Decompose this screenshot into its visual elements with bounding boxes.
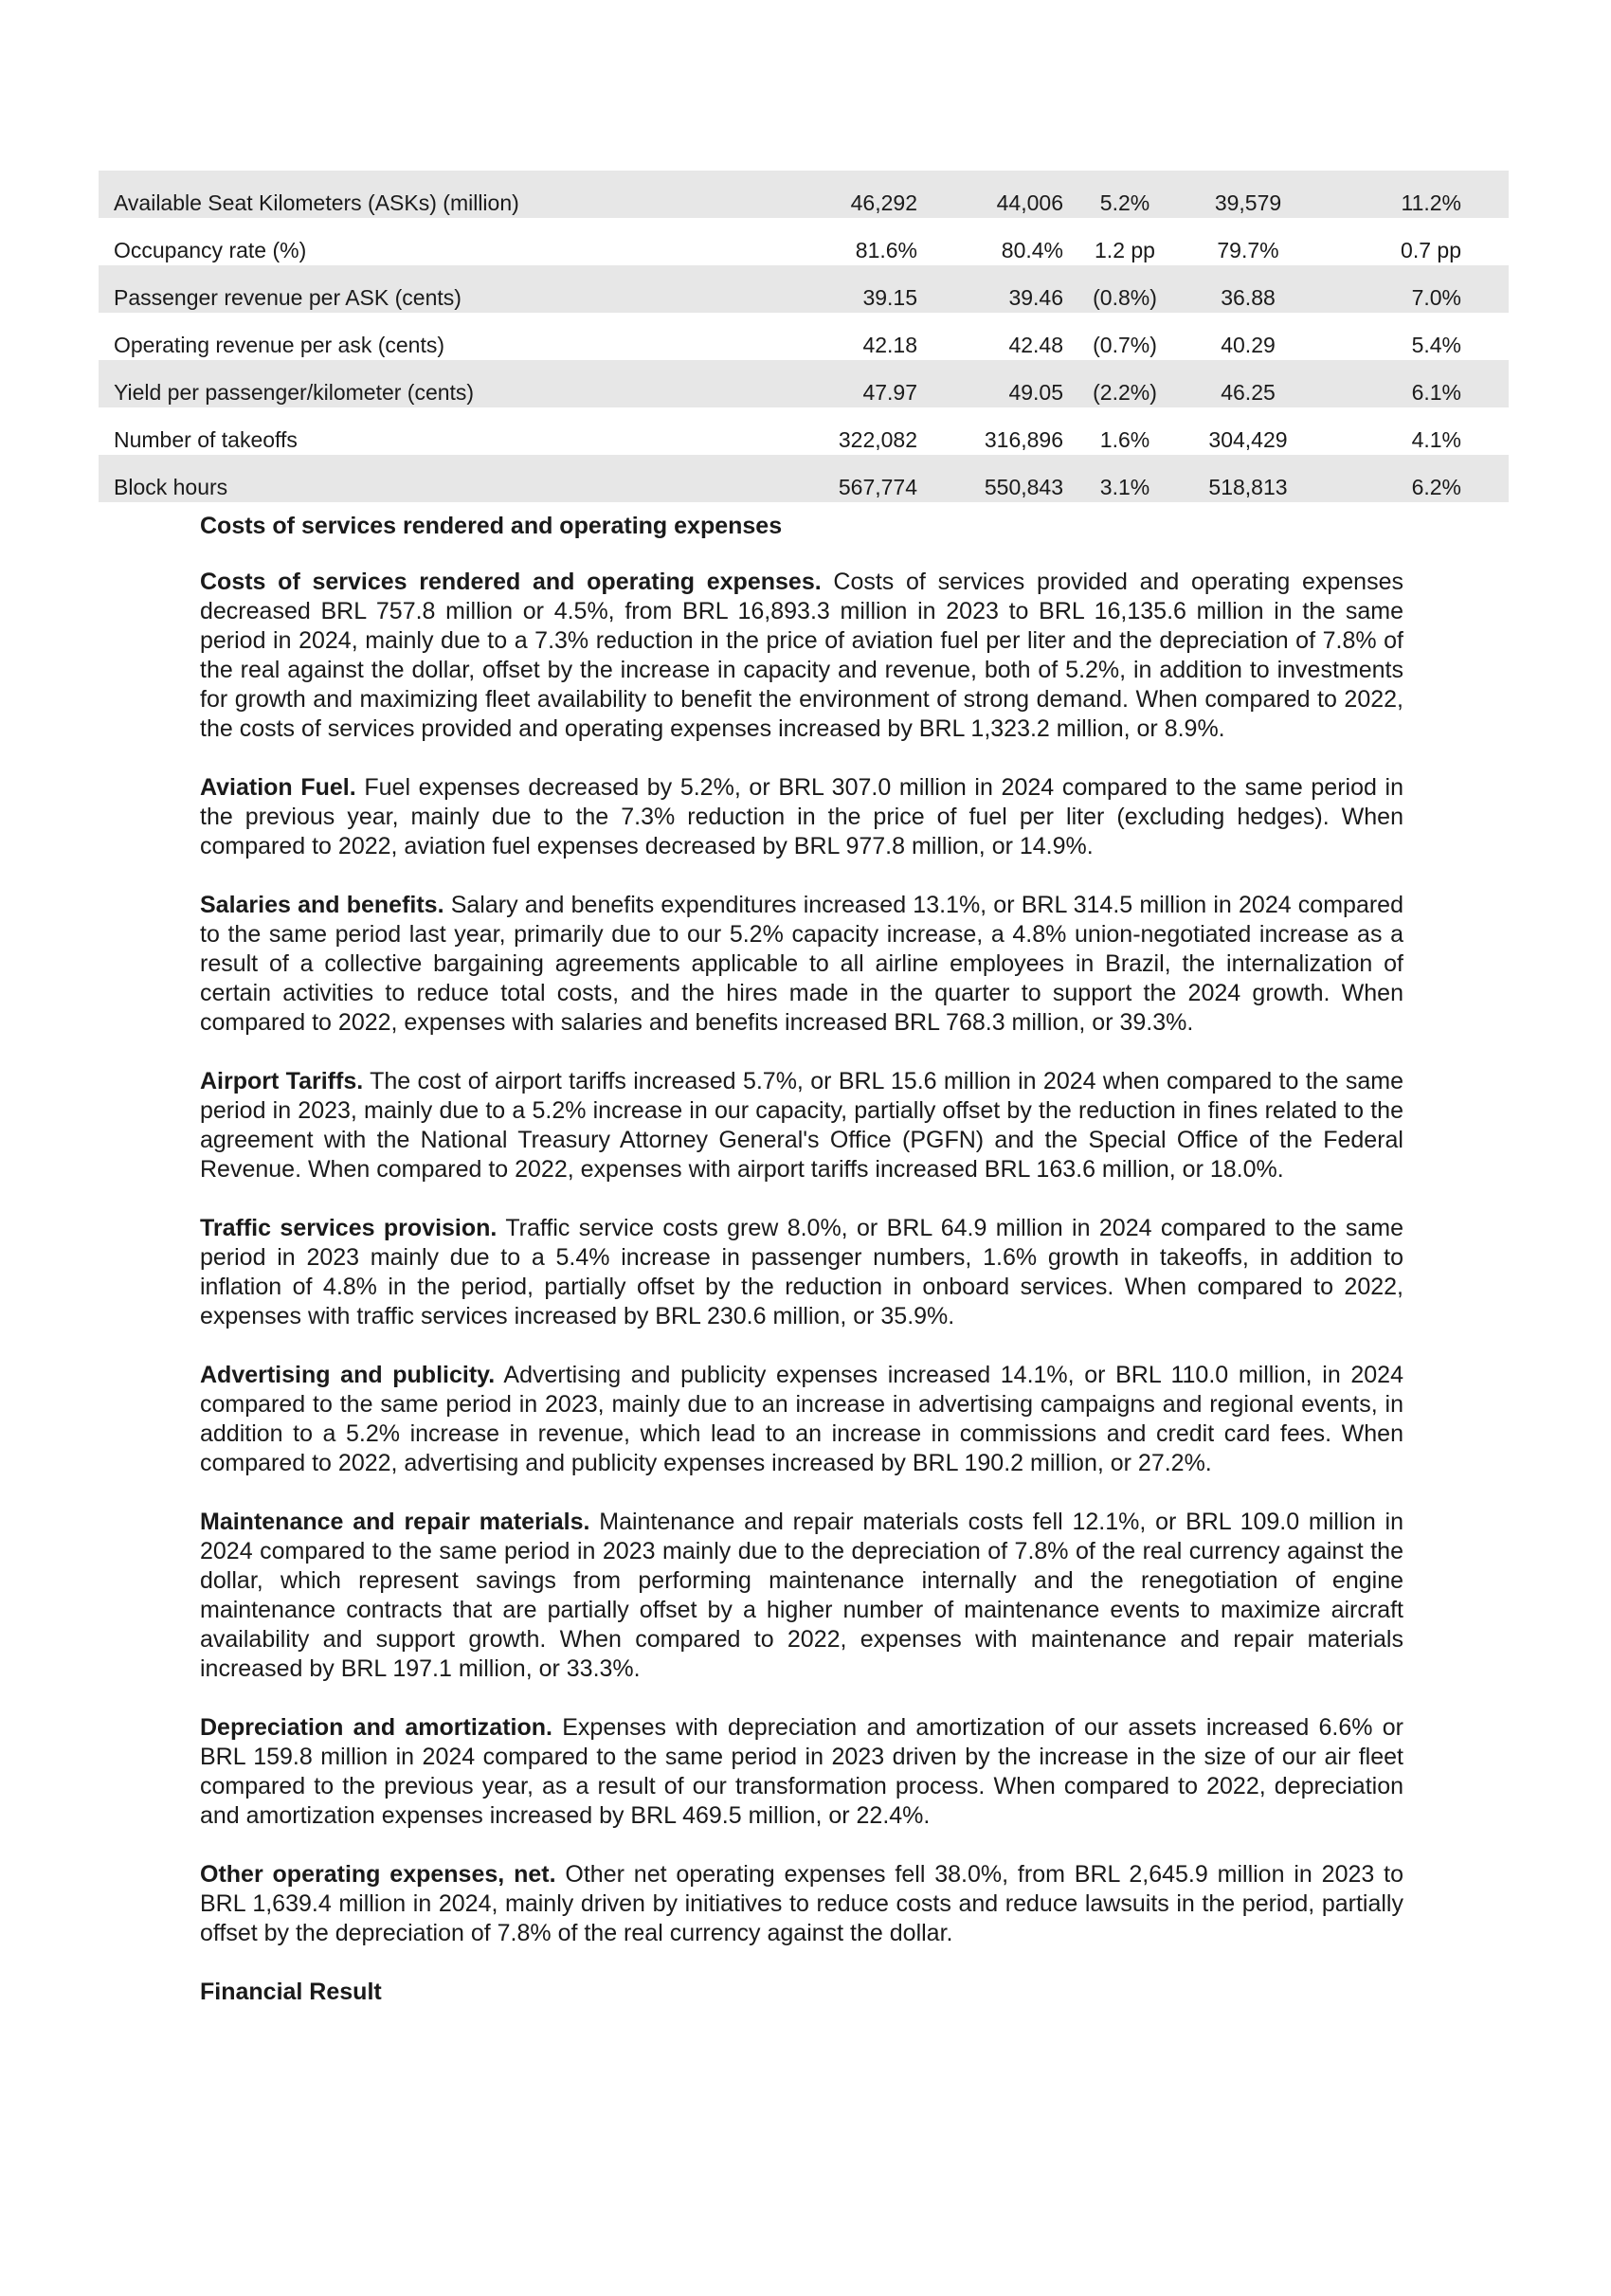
- paragraph-advertising: [200, 1361, 1403, 1478]
- paragraph-term: Depreciation and amortization.: [200, 1714, 552, 1741]
- cell-value: 42.18: [862, 333, 917, 357]
- cell-value: 49.05: [917, 360, 1063, 407]
- cell-value: 81.6%: [855, 238, 917, 262]
- paragraph-term: Traffic services provision.: [200, 1215, 498, 1241]
- table-row: [99, 171, 1509, 218]
- table-row: [99, 265, 1509, 313]
- table-row: [99, 455, 1509, 502]
- paragraph-text: Maintenance and repair materials costs fell 12.1%, or BRL 109.0 million in 2024 compared to the same period in 2023 mainly due to the depreciation of 7.8% of the real currency against the dollar, which represent savings from performing maintenance internally and the renegotiation of engine maintenance contracts that are partially offset by a higher number of maintenance events to maximize aircraft availability and support growth. When compared to 2022, expenses with maintenance and repair materials increased by BRL 197.1 million, or 33.3%.: [200, 1509, 1404, 1682]
- row-label: Block hours: [99, 455, 815, 502]
- paragraph-other-expenses: [200, 1860, 1403, 1948]
- paragraph-term: Other operating expenses, net.: [200, 1861, 556, 1888]
- paragraph-text: Expenses with depreciation and amortization of our assets increased 6.6% or BRL 159.8 million in 2024 compared to the same period in 2023 driven by the increase in the size of our air fleet compared to the previous year, as a result of our transformation process. When compared to 2022, depreciation and amortization expenses increased by BRL 469.5 million, or 22.4%.: [200, 1714, 1403, 1829]
- cell-value: 5.4%: [1411, 333, 1461, 357]
- section-heading: Costs of services rendered and operating expenses: [200, 513, 783, 539]
- paragraph-aviation-fuel: [200, 773, 1403, 861]
- paragraph-text: Advertising and publicity expenses increased 14.1%, or BRL 110.0 million, in 2024 compared to the same period in 2023, mainly due to an increase in advertising campaigns and regional events, in addition to a 5.2% increase in revenue, which lead to an increase in commissions and credit card fees. When compared to 2022, advertising and publicity expenses increased by BRL 190.2 million, or 27.2%.: [200, 1362, 1403, 1476]
- cell-value: 46,292: [815, 171, 917, 218]
- cell-value: 6.1%: [1310, 360, 1509, 407]
- paragraph-airport-tariffs: [200, 1067, 1403, 1184]
- cell-value: 0.7 pp: [1401, 238, 1461, 262]
- paragraph-text: Fuel expenses decreased by 5.2%, or BRL 307.0 million in 2024 compared to the same period in the previous year, mainly due to the 7.3% reduction in the price of fuel per liter (excluding hedges). When compared to 2022, aviation fuel expenses decreased by BRL 977.8 million, or 14.9%.: [200, 774, 1404, 859]
- cell-value: (0.7%): [1093, 333, 1157, 357]
- cell-value: 304,429: [1208, 427, 1288, 452]
- paragraph-term: Aviation Fuel.: [200, 774, 356, 801]
- paragraph-term: Maintenance and repair materials.: [200, 1509, 590, 1535]
- cell-value: 40.29: [1221, 333, 1276, 357]
- cell-value: 5.2%: [1063, 171, 1186, 218]
- table-row: [99, 407, 1509, 455]
- cell-value: 518,813: [1186, 455, 1310, 502]
- row-label: Number of takeoffs: [114, 427, 298, 452]
- paragraph-text: Traffic service costs grew 8.0%, or BRL 64.9 million in 2024 compared to the same period in 2023 mainly due to a 5.4% increase in passenger numbers, 1.6% growth in takeoffs, in addition to inflation of 4.8% in the period, partially offset by the reduction in onboard services. When compared to 2022, expenses with traffic services increased by BRL 230.6 million, or 35.9%.: [200, 1215, 1403, 1329]
- paragraph-term: Salaries and benefits.: [200, 892, 444, 918]
- paragraph-costs: [200, 568, 1403, 744]
- cell-value: 550,843: [917, 455, 1063, 502]
- cell-value: 42.48: [1008, 333, 1063, 357]
- paragraph-traffic-services: [200, 1214, 1403, 1331]
- cell-value: 11.2%: [1310, 171, 1509, 218]
- cell-value: 1.6%: [1099, 427, 1150, 452]
- cell-value: 4.1%: [1411, 427, 1461, 452]
- cell-value: 36.88: [1186, 265, 1310, 313]
- paragraph-salaries: [200, 891, 1403, 1038]
- paragraph-text: The cost of airport tariffs increased 5.7%, or BRL 15.6 million in 2024 when compared to the same period in 2023, mainly due to a 5.2% increase in our capacity, partially offset by the reduction in fines related to the agreement with the National Treasury Attorney General's Office (PGFN) and the Special Office of the Federal Revenue. When compared to 2022, expenses with airport tariffs increased BRL 163.6 million, or 18.0%.: [200, 1068, 1403, 1183]
- cell-value: 567,774: [815, 455, 917, 502]
- cell-value: 39.15: [815, 265, 917, 313]
- cell-value: 322,082: [838, 427, 917, 452]
- row-label: Yield per passenger/kilometer (cents): [99, 360, 815, 407]
- table-row: [99, 218, 1509, 265]
- table-row: [99, 313, 1509, 360]
- cell-value: (0.8%): [1063, 265, 1186, 313]
- paragraph-term: Costs of services rendered and operating expenses.: [200, 569, 822, 595]
- row-label: Occupancy rate (%): [114, 238, 307, 262]
- paragraph-text: Other net operating expenses fell 38.0%, from BRL 2,645.9 million in 2023 to BRL 1,639.4 million in 2024, mainly driven by initiatives to reduce costs and reduce lawsuits in the period, partially offset by the depreciation of 7.8% of the real currency against the dollar.: [200, 1861, 1404, 1946]
- paragraph-maintenance: [200, 1508, 1403, 1684]
- table-row: [99, 360, 1509, 407]
- financial-result-heading: Financial Result: [200, 1979, 382, 2005]
- paragraph-text: Costs of services provided and operating expenses decreased BRL 757.8 million or 4.5%, from BRL 16,893.3 million in 2023 to BRL 16,135.6 million in the same period in 2024, mainly due to a 7.3% reduction in the price of aviation fuel per liter and the depreciation of 7.8% of the real against the dollar, offset by the increase in capacity and revenue, both of 5.2%, in addition to investments for growth and maximizing fleet availability to benefit the environment of strong demand. When compared to 2022, the costs of services provided and operating expenses increased by BRL 1,323.2 million, or 8.9%.: [200, 569, 1403, 742]
- cell-value: 46.25: [1186, 360, 1310, 407]
- cell-value: 44,006: [917, 171, 1063, 218]
- cell-value: 79.7%: [1217, 238, 1279, 262]
- narrative-section: [200, 512, 1403, 2034]
- cell-value: (2.2%): [1063, 360, 1186, 407]
- paragraph-term: Airport Tariffs.: [200, 1068, 364, 1094]
- cell-value: 6.2%: [1310, 455, 1509, 502]
- row-label: Available Seat Kilometers (ASKs) (million): [99, 171, 815, 218]
- cell-value: 39.46: [917, 265, 1063, 313]
- row-label: Passenger revenue per ASK (cents): [99, 265, 815, 313]
- cell-value: 7.0%: [1310, 265, 1509, 313]
- paragraph-term: Advertising and publicity.: [200, 1362, 496, 1388]
- cell-value: 3.1%: [1063, 455, 1186, 502]
- cell-value: 1.2 pp: [1095, 238, 1155, 262]
- cell-value: 316,896: [984, 427, 1063, 452]
- cell-value: 39,579: [1186, 171, 1310, 218]
- cell-value: 80.4%: [1001, 238, 1063, 262]
- paragraph-depreciation: [200, 1713, 1403, 1831]
- row-label: Operating revenue per ask (cents): [114, 333, 445, 357]
- operating-statistics-table: [99, 171, 1509, 502]
- cell-value: 47.97: [815, 360, 917, 407]
- paragraph-text: Salary and benefits expenditures increased 13.1%, or BRL 314.5 million in 2024 compared to the same period last year, primarily due to our 5.2% capacity increase, a 4.8% union-negotiated increase as a result of a collective bargaining agreements applicable to all airline employees in Brazil, the internalization of certain activities to reduce total costs, and the hires made in the quarter to support the 2024 growth. When compared to 2022, expenses with salaries and benefits increased BRL 768.3 million, or 39.3%.: [200, 892, 1403, 1036]
